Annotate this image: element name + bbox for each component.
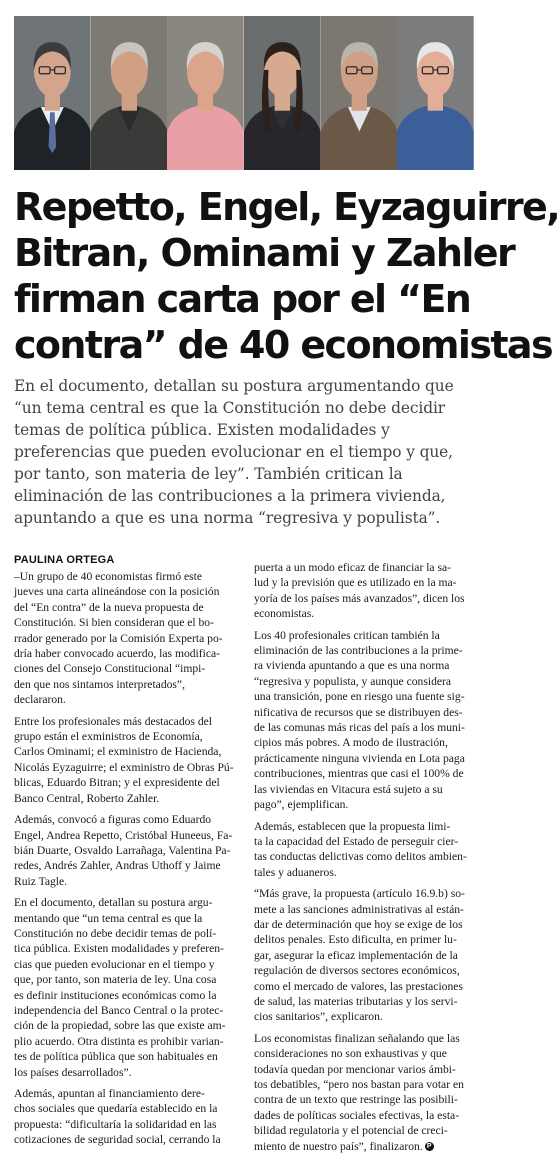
text-line: Engel, Andrea Repetto, Cristóbal Huneeus, Fa- bbox=[14, 828, 233, 842]
headline-line: firman carta por el “En bbox=[14, 277, 471, 321]
text-line: miento de nuestro país”, finalizaron. bbox=[254, 1139, 423, 1153]
lead-line: apuntando a que es una norma “regresiva y populista”. bbox=[14, 509, 441, 527]
text-line: rrador generado por la Comisión Experta po- bbox=[14, 631, 223, 645]
body-paragraph bbox=[254, 628, 478, 813]
text-line: yoría de los países más avanzados”, dicen los bbox=[254, 591, 465, 605]
text-line: los países desarrollados”. bbox=[14, 1065, 132, 1079]
text-line: Además, establecen que la propuesta limi- bbox=[254, 819, 451, 833]
text-line: redes, Andrés Zahler, Andras Uthoff y Jaime bbox=[14, 859, 221, 873]
text-line: contra de un texto que restringe las posibili- bbox=[254, 1093, 458, 1107]
lead-line: En el documento, detallan su postura argumentando que bbox=[14, 377, 454, 395]
text-line: Entre los profesionales más destacados del bbox=[14, 714, 212, 728]
text-line: independencia del Banco Central o la protec- bbox=[14, 1003, 224, 1017]
end-of-article-mark: P bbox=[425, 1142, 434, 1151]
text-line: den que nos sintamos interpretados”, bbox=[14, 677, 185, 691]
economist-portrait bbox=[167, 16, 244, 170]
lead-line: “un tema central es que la Constitución no debe decidir bbox=[14, 399, 446, 417]
text-line: puerta a un modo eficaz de financiar la sa- bbox=[254, 561, 451, 574]
lead-line: temas de política pública. Existen modalidades y bbox=[14, 421, 390, 439]
text-line: las viviendas en Vitacura está sujeto a su bbox=[254, 782, 443, 796]
body-paragraph bbox=[254, 1031, 478, 1154]
text-line: regulación de diversos sectores económicos, bbox=[254, 964, 460, 978]
body-paragraph bbox=[14, 812, 238, 889]
text-line: de las comunas más ricas del país a los muni- bbox=[254, 721, 465, 735]
headline-line: contra” de 40 economistas bbox=[14, 323, 552, 367]
text-line: dría haber convocado acuerdo, las modifica- bbox=[14, 647, 221, 661]
economist-portrait bbox=[14, 16, 91, 170]
text-line: Los economistas finalizan señalando que las bbox=[254, 1031, 460, 1045]
headline-line: Repetto, Engel, Eyzaguirre, bbox=[14, 185, 559, 229]
text-line: gar, asegurar la eficaz implementación de la bbox=[254, 948, 458, 962]
text-line: todavía quedan por mencionar varios ámbi- bbox=[254, 1062, 456, 1076]
text-line: propuesta: “dificultaría la solidaridad en las bbox=[14, 1117, 217, 1131]
text-line: pago”, ejemplifican. bbox=[254, 798, 349, 812]
text-line: Constitución no debe decidir temas de polí- bbox=[14, 926, 217, 940]
text-line: Además, convocó a figuras como Eduardo bbox=[14, 813, 212, 827]
lead-line: preferencias que pueden evolucionar en el tiempo y que, bbox=[14, 443, 453, 461]
body-paragraph bbox=[254, 560, 478, 622]
body-paragraph bbox=[14, 569, 238, 708]
text-line: Los 40 profesionales critican también la bbox=[254, 628, 440, 642]
economists-photo-strip bbox=[14, 16, 474, 170]
text-line: del “En contra” de la nueva propuesta de bbox=[14, 600, 204, 614]
text-line: jueves una carta alineándose con la posición bbox=[14, 585, 220, 599]
text-line: mete a las sanciones administrativas al están- bbox=[254, 902, 464, 916]
text-line: como el mercado de valores, las prestaciones bbox=[254, 979, 463, 993]
text-line: “Más grave, la propuesta (artículo 16.9.b) so- bbox=[254, 887, 465, 901]
lead-line: por tanto, son materia de ley”. También critican la bbox=[14, 465, 403, 483]
text-line: En el documento, detallan su postura argu- bbox=[14, 896, 213, 910]
text-line: Nicolás Eyzaguirre; el exministro de Obras Pú- bbox=[14, 760, 234, 774]
text-line: de salud, las materias tributarias y los servi- bbox=[254, 994, 458, 1008]
text-line: blicas, Eduardo Bitran; y el expresidente del bbox=[14, 776, 220, 790]
text-line: ciones del Consejo Constitucional “impi- bbox=[14, 662, 206, 676]
text-line: dar de determinación que hoy se exige de los bbox=[254, 917, 463, 931]
text-line: nificativa de recursos que se distribuyen des- bbox=[254, 705, 463, 719]
text-line: “regresiva y populista, y aunque considera bbox=[254, 674, 452, 688]
text-line: Carlos Ominami; el exministro de Hacienda, bbox=[14, 745, 222, 759]
text-line: economistas. bbox=[254, 607, 315, 621]
text-line: Banco Central, Roberto Zahler. bbox=[14, 791, 160, 805]
text-line: delitos penales. Esto dificulta, en primer lu- bbox=[254, 933, 457, 947]
headline-line: Bitran, Ominami y Zahler bbox=[14, 231, 515, 275]
text-line: bilidad regulatoria y el potencial de creci- bbox=[254, 1124, 448, 1138]
body-paragraph bbox=[254, 819, 478, 881]
text-line: cipios más pobres. A modo de ilustración, bbox=[254, 736, 448, 750]
text-line: es definir instituciones económicas como la bbox=[14, 988, 217, 1002]
body-paragraph bbox=[14, 714, 238, 806]
text-line: eliminación de las contribuciones a la prime- bbox=[254, 644, 463, 658]
text-line: tes de política pública que son habituales en bbox=[14, 1050, 218, 1064]
text-line: Ruiz Tagle. bbox=[14, 874, 68, 888]
economist-portrait bbox=[321, 16, 398, 170]
text-line: declararon. bbox=[14, 693, 66, 707]
text-line: ra vivienda apuntando a que es una norma bbox=[254, 659, 450, 673]
text-line: contribuciones, mientras que casi el 100% de bbox=[254, 767, 464, 781]
text-line: tica pública. Existen modalidades y preferen- bbox=[14, 942, 224, 956]
economist-portrait bbox=[91, 16, 168, 170]
article-column-left bbox=[14, 553, 238, 1154]
body-paragraph bbox=[14, 1086, 238, 1148]
text-line: consideraciones no son exhaustivas y que bbox=[254, 1047, 447, 1061]
text-line: plio acuerdo. Otra distinta es prohibir varian- bbox=[14, 1034, 224, 1048]
text-line: tos debatibles, “pero nos bastan para votar en bbox=[254, 1078, 464, 1091]
text-line: grupo están el exministros de Economía, bbox=[14, 730, 203, 744]
text-line: que, por tanto, son materia de ley. Una cosa bbox=[14, 973, 217, 987]
body-paragraph bbox=[254, 886, 478, 1025]
text-line: prácticamente ninguna vivienda en Lota paga bbox=[254, 751, 465, 765]
text-line: tales y aduaneros. bbox=[254, 865, 337, 879]
text-line: una transición, pone en riesgo una fuente sig- bbox=[254, 690, 465, 704]
text-line: Constitución. Si bien consideran que el bo- bbox=[14, 616, 214, 630]
text-line: –Un grupo de 40 economistas firmó este bbox=[14, 570, 203, 583]
text-line: bián Duarte, Osvaldo Larrañaga, Valentina Pa- bbox=[14, 843, 231, 857]
text-line: chos sociales que quedaría establecido en la bbox=[14, 1102, 218, 1116]
text-line: ta la capacidad del Estado de perseguir cier- bbox=[254, 834, 459, 848]
text-line: Además, apuntan al financiamiento dere- bbox=[14, 1087, 205, 1100]
text-line: tas conductas delictivas como delitos ambien- bbox=[254, 850, 467, 864]
body-paragraph bbox=[14, 895, 238, 1080]
text-line: lud y la previsión que es utilizado en la ma- bbox=[254, 576, 457, 590]
text-line: cias que pueden evolucionar en el tiempo y bbox=[14, 957, 215, 971]
lead-line: eliminación de las contribuciones a la primera vivienda, bbox=[14, 487, 446, 505]
article-column-right bbox=[254, 560, 478, 1160]
text-line: ción de la propiedad, sobre las que existe am- bbox=[14, 1019, 226, 1033]
text-line: cotizaciones de seguridad social, cerrando la bbox=[14, 1133, 221, 1147]
text-line: mentando que “un tema central es que la bbox=[14, 911, 203, 925]
text-line: dades de políticas sociales efectivas, la esta- bbox=[254, 1108, 460, 1122]
economist-portrait bbox=[244, 16, 321, 170]
text-line: cios sanitarios”, explicaron. bbox=[254, 1010, 383, 1024]
lead-paragraph bbox=[14, 375, 476, 529]
byline: PAULINA ORTEGA bbox=[14, 554, 115, 566]
economist-portrait bbox=[397, 16, 474, 170]
headline bbox=[14, 184, 559, 368]
